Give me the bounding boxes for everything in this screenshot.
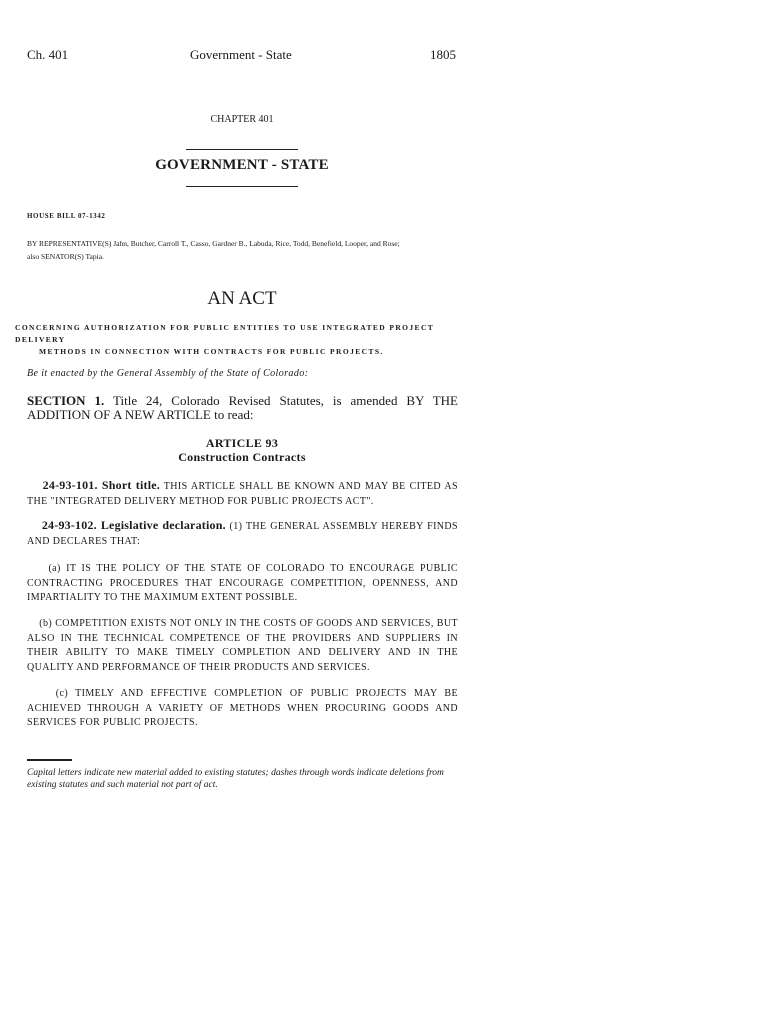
section-short-title-text: THIS ARTICLE SHALL BE KNOWN AND MAY BE CITED AS THE "INTEGRATED DELIVERY METHOD FOR PUBLIC PROJECTS ACT". <box>27 481 458 507</box>
chapter-label: CHAPTER 401 <box>210 114 274 125</box>
running-header-chapter: Ch. 401 <box>27 47 69 62</box>
running-header-title: Government - State <box>190 47 292 62</box>
sponsors <box>27 237 467 263</box>
section-1 <box>27 394 458 422</box>
article-name: Construction Contracts <box>178 450 306 464</box>
act-heading: AN ACT <box>207 288 277 309</box>
section-short-title <box>27 478 458 509</box>
subparagraph-b-text: (b) COMPETITION EXISTS NOT ONLY IN THE COSTS OF GOODS AND SERVICES, BUT ALSO IN THE TECHNICAL COMPETENCE OF THE PROVIDERS AND SUPPLIERS IN THEIR ABILITY TO MAKE TIMELY COMPLETION AND DELIVERY AND IN THE QUALITY AND PERFORMANCE OF THEIR PRODUCTS AND SERVICES. <box>27 618 458 673</box>
concerning-line-2: METHODS IN CONNECTION WITH CONTRACTS FOR PUBLIC PROJECTS. <box>39 347 384 356</box>
subparagraph-b <box>27 617 458 675</box>
subparagraph-c-text: (c) TIMELY AND EFFECTIVE COMPLETION OF PUBLIC PROJECTS MAY BE ACHIEVED THROUGH A VARIETY OF METHODS WHEN PROCURING GOODS AND SERVICES FOR PUBLIC PROJECTS. <box>27 688 458 728</box>
section-legislative-declaration-label: 24-93-102. Legislative declaration. <box>41 518 226 532</box>
concerning-line-1: CONCERNING AUTHORIZATION FOR PUBLIC ENTITIES TO USE INTEGRATED PROJECT DELIVERY <box>15 323 435 344</box>
section-legislative-declaration-text: (1) THE GENERAL ASSEMBLY HEREBY FINDS AND DECLARES THAT: <box>27 521 459 547</box>
subparagraph-a <box>27 562 458 606</box>
page-number: 1805 <box>430 47 456 62</box>
footnote-rule <box>27 759 72 761</box>
section-short-title-label: 24-93-101. Short title. <box>42 478 160 492</box>
footnote: Capital letters indicate new material added to existing statutes; dashes through words indicate deletions from existing statutes and such material not part of act. <box>27 768 444 790</box>
sponsors-line-1: BY REPRESENTATIVE(S) Jahn, Butcher, Carroll T., Casso, Gardner B., Labuda, Rice, Todd, Benefield, Looper, and Rose; <box>27 239 400 248</box>
subparagraph-a-text: (a) IT IS THE POLICY OF THE STATE OF COLORADO TO ENCOURAGE PUBLIC CONTRACTING PROCEDURES THAT ENCOURAGE COMPETITION, OPENNESS, AND IMPARTIALITY TO THE MAXIMUM EXTENT POSSIBLE. <box>27 563 458 603</box>
article-heading <box>0 436 484 464</box>
article-number: ARTICLE 93 <box>205 436 279 450</box>
section-1-label: SECTION 1. <box>27 393 105 408</box>
enacting-clause: Be it enacted by the General Assembly of the State of Colorado: <box>27 368 309 379</box>
title-rule-top <box>186 149 298 150</box>
section-1-text: Title 24, Colorado Revised Statutes, is amended BY THE ADDITION OF A NEW ARTICLE to read: <box>27 393 458 422</box>
title-rule-bottom <box>186 186 298 187</box>
concerning-clause <box>15 322 465 358</box>
subparagraph-c <box>27 687 458 731</box>
chapter-title: GOVERNMENT - STATE <box>155 157 329 173</box>
section-legislative-declaration <box>27 518 458 549</box>
sponsors-line-2: also SENATOR(S) Tapia. <box>27 252 104 261</box>
bill-number: HOUSE BILL 07-1342 <box>27 212 106 220</box>
